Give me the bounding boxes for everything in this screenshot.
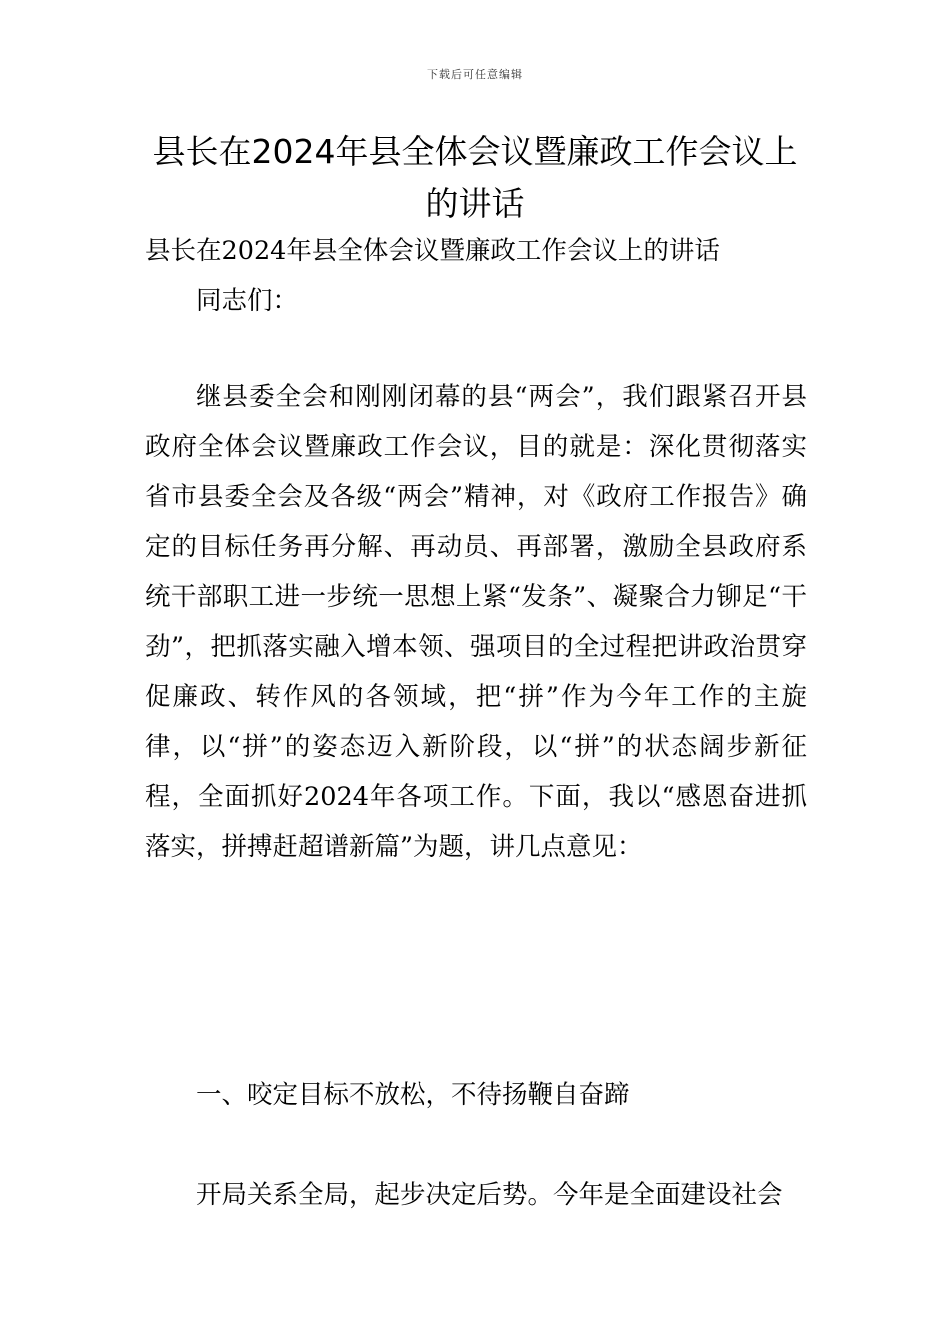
greeting: 同志们：	[196, 286, 299, 316]
section-paragraph: 开局关系全局，起步决定后势。今年是全面建设社会	[196, 1180, 783, 1210]
section-heading: 一、咬定目标不放松，不待扬鞭自奋蹄	[196, 1080, 630, 1110]
header-note: 下载后可任意编辑	[427, 68, 523, 81]
document-subtitle: 县长在2024年县全体会议暨廉政工作会议上的讲话	[145, 236, 720, 266]
paragraph-intro: 继县委全会和刚刚闭幕的县“两会”，我们跟紧召开县政府全体会议暨廉政工作会议，目的就是：深化贯彻落实省市县委全会及各级“两会”精神，对《政府工作报告》确定的目标任务再分解、再动员、再部署，激励全县政府系统干部职工进一步统一思想上紧“发条”、凝聚合力铆足“干劲”，把抓落实融入增本领、强项目的全过程把讲政治贯穿促廉政、转作风的各领域，把“拼”作为今年工作的主旋律，以“拼”的姿态迈入新阶段，以“拼”的状态阔步新征程，全面抓好2024年各项工作。下面，我以“感恩奋进抓落实，拼搏赶超谱新篇”为题，讲几点意见：	[145, 382, 807, 862]
document-title: 县长在2024年县全体会议暨廉政工作会议上的讲话	[152, 132, 798, 223]
